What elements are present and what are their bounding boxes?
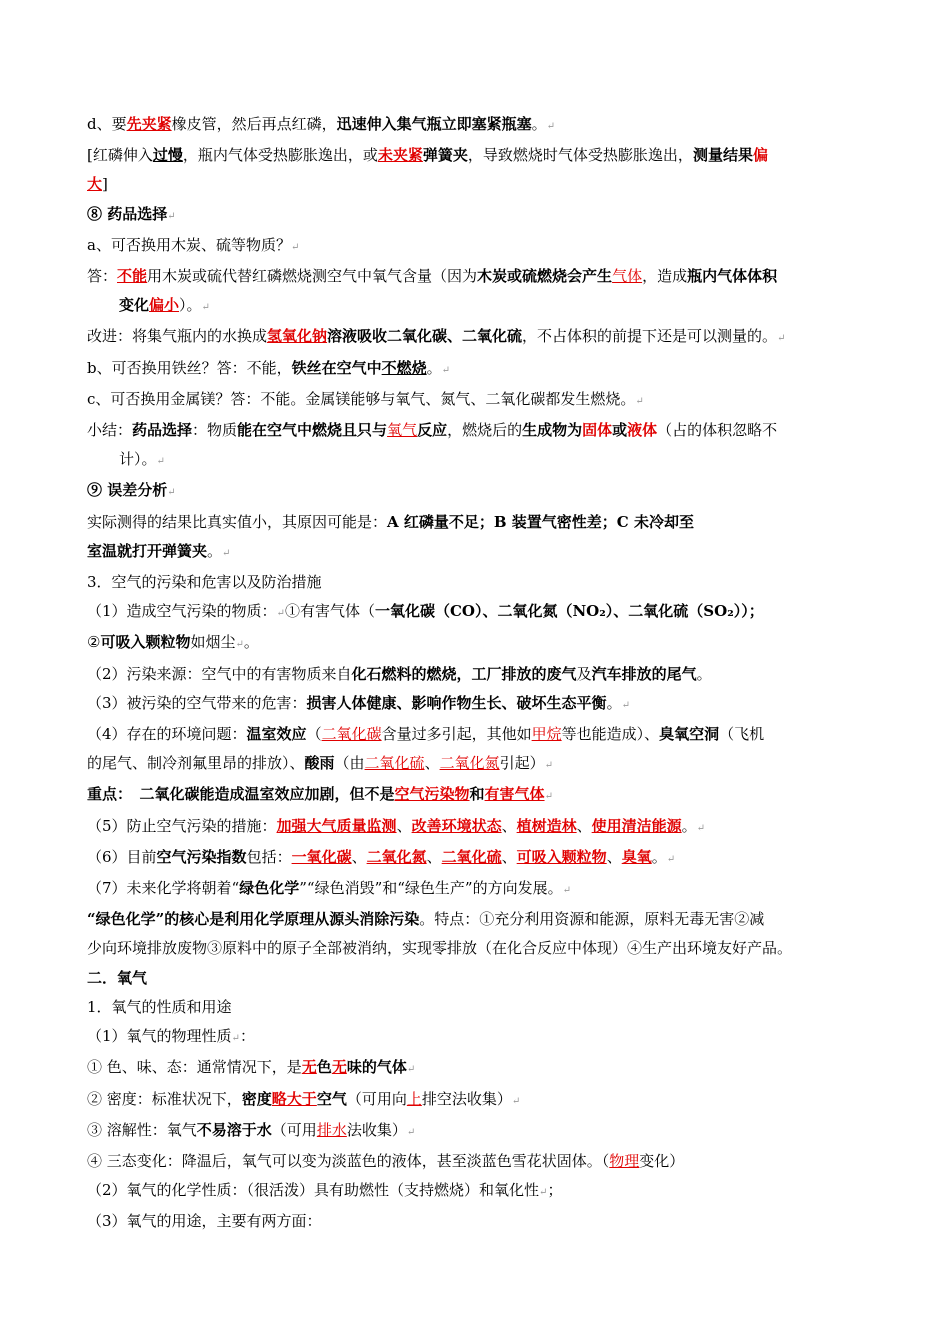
text-line <box>87 1053 867 1084</box>
text-run: 偏小 <box>149 296 180 315</box>
text-run: ）。 <box>179 296 202 315</box>
text-run: （1）造成空气污染的物质： <box>87 602 277 621</box>
text-run: c、可否换用金属镁？答：不能。金属镁能够与氧气、氮气、二氧化碳都发生燃烧。 <box>87 389 636 408</box>
paragraph-mark: ↵ <box>167 210 176 222</box>
text-line <box>87 964 867 993</box>
text-run: （3）氧气的用途，主要有两方面： <box>87 1212 322 1231</box>
text-run: ① 色、味、态：通常情况下，是 <box>87 1058 302 1077</box>
text-run: 二氧化硫 <box>441 847 502 866</box>
text-run: 空气污染指数 <box>156 847 247 866</box>
text-run: 偏 <box>752 146 768 165</box>
text-run: 少向环境排放废物③原料中的原子全部被消纳，实现零排放（在化合反应中体现）④生产出环境友好产品。 <box>87 939 793 958</box>
text-run: ，不占体积的前提下还是可以测量的。 <box>522 327 778 346</box>
text-run: 液体 <box>627 421 658 440</box>
text-run: 和 <box>469 785 485 804</box>
text-run: 瓶内气体体积 <box>687 267 778 286</box>
text-line <box>87 110 867 141</box>
text-line <box>87 262 867 291</box>
text-line <box>87 416 867 445</box>
text-line <box>87 476 867 507</box>
text-run: 含量过多引起，其他如 <box>381 725 532 744</box>
text-run: 用木炭或硫代替红磷燃烧测空气中氧气含量（因为 <box>147 267 478 286</box>
text-run: 答： <box>87 267 118 286</box>
text-run: 。 <box>207 541 223 560</box>
text-run: 小结： <box>87 421 133 440</box>
text-run: 二氧化氮 <box>366 847 427 866</box>
text-run: （5）防止空气污染的措施： <box>87 816 277 835</box>
text-run: a、可否换用木炭、硫等物质？ <box>87 235 291 254</box>
text-run: 、 <box>351 847 367 866</box>
text-line <box>87 322 867 353</box>
text-run: 、 <box>501 816 517 835</box>
text-run: A 红磷量不足；B 装置气密性差；C 未冷却至 <box>387 512 694 531</box>
text-run: 变化 <box>119 296 150 315</box>
text-run: 化石燃料的燃烧，工厂排放的废气 <box>351 664 577 683</box>
paragraph-mark: ↵ <box>562 885 571 897</box>
text-run: ：物质 <box>192 421 238 440</box>
text-line <box>87 689 867 720</box>
text-run: 一氧化碳 <box>291 847 352 866</box>
text-line <box>87 812 867 843</box>
text-run: 空气 <box>316 1089 347 1108</box>
paragraph-mark: ↵ <box>290 241 300 253</box>
text-run: 汽车排放的尾气 <box>591 664 697 683</box>
text-run: （6）目前 <box>87 847 157 866</box>
text-run: 。 <box>681 816 697 835</box>
text-run: 、 <box>576 816 592 835</box>
text-run: 过慢 <box>152 146 183 165</box>
text-line <box>87 597 867 628</box>
paragraph-mark: ↵ <box>235 639 244 651</box>
text-run: 引起） <box>499 754 545 773</box>
text-run: 味的气体 <box>346 1058 407 1077</box>
text-run: 不能 <box>117 267 148 286</box>
text-run: ④ 三态变化：降温后，氧气可以变为淡蓝色的液体，甚至淡蓝色雪花状固体。（ <box>87 1151 610 1170</box>
text-run: ] <box>102 175 108 194</box>
text-run: 排水 <box>316 1120 347 1139</box>
text-run: 重点： 二氧化碳能造成温室效应加剧，但不是 <box>87 785 395 804</box>
text-run: 迅速伸入集气瓶立即塞紧瓶塞 <box>336 115 532 133</box>
text-run: 一氧化碳（CO）、二氧化氮（NO₂）、二氧化硫（SO₂））； <box>374 602 764 621</box>
text-run: b、可否换用铁丝？答：不能， <box>87 358 292 377</box>
text-run: 室温就打开弹簧夹 <box>87 541 208 560</box>
text-run: ③ 溶解性：氧气 <box>87 1120 197 1139</box>
text-run: ⑧ 药品选择 <box>87 204 168 223</box>
text-run: （由 <box>334 754 365 773</box>
text-run: 气体 <box>612 267 643 286</box>
text-run: 密度 <box>241 1089 272 1108</box>
text-run: 如烟尘 <box>190 633 236 652</box>
text-run: 无 <box>331 1058 347 1077</box>
text-run: 或 <box>612 421 628 440</box>
text-run: 加强大气质量监测 <box>276 816 397 835</box>
text-line <box>87 1085 867 1116</box>
text-run: 植树造林 <box>516 816 577 835</box>
paragraph-mark: ↵ <box>621 699 630 711</box>
text-run: 氧气 <box>387 421 418 440</box>
text-run: ② 密度：标准状况下， <box>87 1089 242 1108</box>
document-body <box>87 110 867 1237</box>
text-run: 臭氧 <box>621 847 652 866</box>
text-line <box>87 905 867 934</box>
text-run: 改进：将集气瓶内的水换成 <box>87 327 268 346</box>
text-run: 。特点：①充分利用资源和能源，原料无毒无害②减 <box>419 910 765 929</box>
text-run: 可吸入颗粒物 <box>100 633 191 652</box>
paragraph-mark: ↵ <box>635 395 644 407</box>
text-run: 、 <box>501 847 517 866</box>
text-line <box>87 537 867 568</box>
text-run: （4）存在的环境问题： <box>87 725 247 744</box>
paragraph-mark: ↵ <box>777 333 786 345</box>
text-run: 。 <box>426 358 442 377</box>
text-run: 酸雨 <box>304 754 335 773</box>
paragraph-mark: ↵ <box>231 1033 240 1045</box>
text-run: 溶液吸收二氧化碳、二氧化硫 <box>327 327 523 346</box>
text-run: 木炭或硫燃烧会产生 <box>477 267 613 286</box>
paragraph-mark: ↵ <box>201 302 210 314</box>
text-run: ，导致燃烧时气体受热膨胀逸出， <box>467 146 693 165</box>
text-run: 橡皮管，然后再点红磷， <box>171 115 337 133</box>
text-run: ： <box>239 1027 255 1046</box>
text-run: 未夹紧 <box>377 146 423 165</box>
text-run: 臭氧空洞 <box>659 725 720 744</box>
text-run: 物理 <box>609 1151 640 1170</box>
text-run: 略大于 <box>271 1089 317 1108</box>
paragraph-mark: ↵ <box>156 456 165 468</box>
text-line <box>87 628 867 659</box>
paragraph-mark: ↵ <box>544 791 553 803</box>
text-run: （7）未来化学将朝着“ <box>87 879 240 898</box>
text-line <box>87 508 867 537</box>
text-run: 二氧化氮 <box>439 754 500 773</box>
text-run: （1）氧气的物理性质 <box>87 1027 232 1046</box>
paragraph-mark: ↵ <box>539 1187 548 1199</box>
text-run: 。 <box>243 633 259 652</box>
text-run: 。 <box>651 847 667 866</box>
text-line <box>87 445 867 476</box>
text-line <box>87 1022 867 1053</box>
text-run: 上 <box>406 1089 422 1108</box>
text-line <box>87 1147 867 1176</box>
text-run: 1．氧气的性质和用途 <box>87 997 232 1016</box>
text-line <box>87 291 867 322</box>
paragraph-mark: ↵ <box>406 1064 416 1076</box>
paragraph-mark: ↵ <box>276 608 285 620</box>
text-run: 测量结果 <box>692 146 753 165</box>
text-run: 空气污染物 <box>394 785 470 804</box>
text-run: ② <box>87 633 101 652</box>
text-line <box>87 1176 867 1207</box>
text-run: 生成物为 <box>522 421 583 440</box>
text-line <box>87 568 867 597</box>
text-run: 。 <box>531 115 547 133</box>
text-run: [红磷伸入 <box>87 146 153 165</box>
text-run: 铁丝在空气中 <box>291 358 382 377</box>
text-run: 不易溶于水 <box>196 1120 272 1139</box>
text-line <box>87 843 867 874</box>
text-run: 实际测得的结果比真实值小，其原因可能是： <box>87 512 388 531</box>
text-run: ，瓶内气体受热膨胀逸出，或 <box>182 146 378 165</box>
text-run: 法收集） <box>346 1120 407 1139</box>
text-run: 反应 <box>417 421 448 440</box>
text-run: “绿色化学”的核心是利用化学原理从源头消除污染 <box>87 910 420 929</box>
paragraph-mark: ↵ <box>666 853 676 865</box>
paragraph-mark: ↵ <box>546 121 556 132</box>
text-run: 固体 <box>582 421 613 440</box>
text-line <box>87 720 867 749</box>
text-run: ”“绿色消毁”和“绿色生产”的方向发展。 <box>299 879 563 898</box>
paragraph-mark: ↵ <box>696 822 706 834</box>
text-run: （占的体积忽略不 <box>657 421 778 440</box>
text-line <box>87 231 867 262</box>
text-run: 损害人体健康、影响作物生长、破坏生态平衡 <box>306 693 607 712</box>
text-run: 温室效应 <box>246 725 307 744</box>
text-run: ⑨ 误差分析 <box>87 481 168 500</box>
text-run: 。 <box>606 693 622 712</box>
text-run: 药品选择 <box>132 421 193 440</box>
text-run: 无 <box>301 1058 317 1077</box>
text-run: 甲烷 <box>531 725 562 744</box>
text-line <box>87 1116 867 1147</box>
text-run: d、要 <box>87 115 127 133</box>
text-run: 绿色化学 <box>239 879 300 898</box>
text-run: 色 <box>316 1058 332 1077</box>
text-line <box>87 934 867 963</box>
text-line <box>87 200 867 231</box>
text-line <box>87 385 867 416</box>
text-run: 3．空气的污染和危害以及防治措施 <box>87 573 322 592</box>
text-run: （飞机 <box>719 725 765 744</box>
paragraph-mark: ↵ <box>511 1095 521 1107</box>
text-run: 、 <box>424 754 440 773</box>
text-line <box>87 354 867 385</box>
text-run: （可用 <box>271 1120 317 1139</box>
text-run: ； <box>547 1181 563 1200</box>
text-line <box>87 874 867 905</box>
paragraph-mark: ↵ <box>167 487 176 499</box>
text-run: ，燃烧后的 <box>447 421 523 440</box>
text-run: 及 <box>576 664 592 683</box>
text-run: （ <box>306 725 322 744</box>
text-run: 的尾气、制冷剂氟里昂的排放）、 <box>87 754 305 773</box>
text-run: ①有害气体（ <box>284 602 375 621</box>
text-run: 变化） <box>639 1151 685 1170</box>
paragraph-mark: ↵ <box>441 364 451 376</box>
text-run: 不燃烧 <box>381 358 427 377</box>
text-run: 、 <box>606 847 622 866</box>
text-run: （3）被污染的空气带来的危害： <box>87 693 307 712</box>
text-line <box>87 749 867 780</box>
text-run: （2）氧气的化学性质：（很活泼）具有助燃性（支持燃烧）和氧化性 <box>87 1181 540 1200</box>
text-line <box>87 1207 867 1236</box>
text-line <box>87 170 867 199</box>
text-run: （2）污染来源：空气中的有害物质来自 <box>87 664 352 683</box>
text-run: 等也能造成）、 <box>561 725 660 744</box>
text-line <box>87 660 867 689</box>
text-run: 排空法收集） <box>421 1089 512 1108</box>
text-run: 弹簧夹 <box>422 146 468 165</box>
text-run: 二氧化碳 <box>321 725 382 744</box>
text-run: 使用清洁能源 <box>591 816 682 835</box>
text-run: 计）。 <box>119 450 157 469</box>
text-line <box>87 993 867 1022</box>
text-run: 二．氧气 <box>87 968 148 987</box>
text-run: 改善环境状态 <box>411 816 502 835</box>
text-run: 氢氧化钠 <box>267 327 328 346</box>
paragraph-mark: ↵ <box>406 1126 416 1138</box>
text-run: 二氧化硫 <box>364 754 425 773</box>
text-run: （可用向 <box>346 1089 407 1108</box>
text-run: 、 <box>396 816 412 835</box>
text-line <box>87 780 867 811</box>
paragraph-mark: ↵ <box>544 760 553 772</box>
text-run: 。 <box>696 664 712 683</box>
text-run: ，造成 <box>642 267 688 286</box>
text-run: 大 <box>87 175 103 194</box>
text-run: 包括： <box>246 847 292 866</box>
text-run: 可吸入颗粒物 <box>516 847 607 866</box>
text-line <box>87 141 867 170</box>
text-run: 、 <box>426 847 442 866</box>
text-run: 先夹紧 <box>126 115 172 133</box>
text-run: 有害气体 <box>484 785 545 804</box>
text-run: 能在空气中燃烧且只与 <box>237 421 388 440</box>
paragraph-mark: ↵ <box>222 547 231 559</box>
